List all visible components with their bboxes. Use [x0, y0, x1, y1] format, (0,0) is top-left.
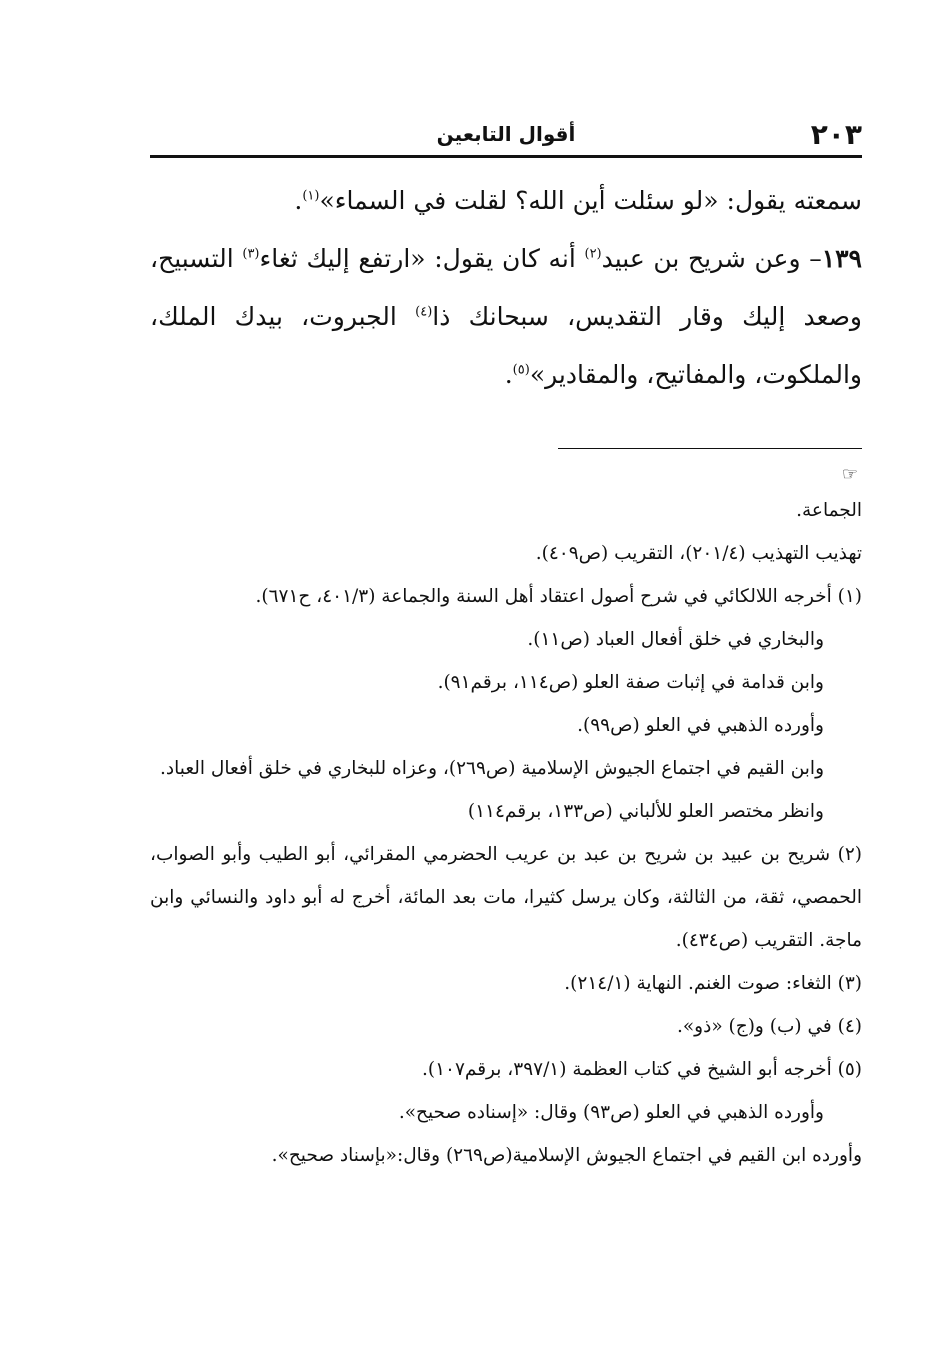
- continuation-mark-icon: ☞: [841, 464, 858, 485]
- footnotes: [150, 489, 862, 1177]
- footnote-1-line-5: وابن القيم في اجتماع الجيوش الإسلامية (ص٢٦٩)، وعزاه للبخاري في خلق أفعال العباد.: [160, 758, 824, 779]
- footnote-1-line-1: (١) أخرجه اللالكائي في شرح أصول اعتقاد أهل السنة والجماعة (٤٠١/٣، ح٦٧١).: [255, 586, 862, 607]
- footnote-2: (٢) شريح بن عبيد بن شريح بن عبد بن عريب الحضرمي المقرائي، أبو الطيب وأبو الصواب، الحمصي، ثقة، من الثالثة، وكان يرسل كثيرا، مات بعد المائة، أخرج له أبو داود والنسائي وابن ماجة. التقريب (ص٤٣٤).: [150, 844, 862, 951]
- entry-text-b: أنه كان يقول: «ارتفع إليك ثغاء: [259, 244, 585, 273]
- footnote-ref-3: (٣): [242, 246, 260, 262]
- footnote-5-line-2: وأورده الذهبي في العلو (ص٩٣) وقال: «إسناده صحيح».: [398, 1102, 824, 1123]
- running-title: أقوال التابعين: [436, 122, 576, 146]
- footnote-rule: [558, 448, 862, 449]
- entry-dash: –: [800, 244, 822, 273]
- header-rule: [150, 155, 862, 158]
- footnote-continuation-1: الجماعة.: [796, 500, 862, 521]
- footnote-1-line-4: وأورده الذهبي في العلو (ص٩٩).: [577, 715, 824, 736]
- footnote-ref-1: (١): [302, 188, 320, 204]
- footnote-1-line-6: وانظر مختصر العلو للألباني (ص١٣٣، برقم١١٤): [467, 801, 824, 822]
- main-line-1-end: .: [294, 186, 303, 215]
- footnote-ref-2: (٢): [584, 246, 602, 262]
- footnote-4: (٤) في (ب) و(ج) «ذو».: [676, 1016, 862, 1037]
- main-entry-139: [150, 230, 862, 404]
- entry-text-c: التسبيح، وصعد إليك وقار التقديس، سبحانك ذا: [150, 244, 862, 331]
- page-header: [150, 112, 862, 160]
- main-line-1: سمعته يقول: «لو سئلت أين الله؟ لقلت في السماء»: [319, 186, 862, 215]
- footnote-5-line-3: وأورده ابن القيم في اجتماع الجيوش الإسلامية(ص٢٦٩) وقال:«بإسناد صحيح».: [271, 1145, 862, 1166]
- footnote-1-line-3: وابن قدامة في إثبات صفة العلو (ص١١٤، برقم٩١).: [437, 672, 824, 693]
- footnote-3: (٣) الثغاء: صوت الغنم. النهاية (٢١٤/١).: [564, 973, 862, 994]
- main-text: [150, 172, 862, 404]
- main-paragraph-1: [150, 172, 862, 230]
- entry-text-d: الجبروت، بيدك الملك، والملكوت، والمفاتيح، والمقادير»: [150, 302, 862, 389]
- footnote-ref-5: (٥): [512, 362, 530, 378]
- footnote-1-line-2: والبخاري في خلق أفعال العباد (ص١١).: [527, 629, 824, 650]
- entry-text-a: وعن شريح بن عبيد: [601, 244, 801, 273]
- footnote-5-line-1: (٥) أخرجه أبو الشيخ في كتاب العظمة (٣٩٧/١، برقم١٠٧).: [421, 1059, 862, 1080]
- footnote-continuation-2: تهذيب التهذيب (٢٠١/٤)، التقريب (ص٤٠٩).: [535, 543, 862, 564]
- entry-number: ١٣٩: [821, 244, 862, 273]
- page-number: ٢٠٣: [810, 118, 862, 151]
- entry-text-e: .: [504, 360, 513, 389]
- footnote-ref-4: (٤): [415, 304, 433, 320]
